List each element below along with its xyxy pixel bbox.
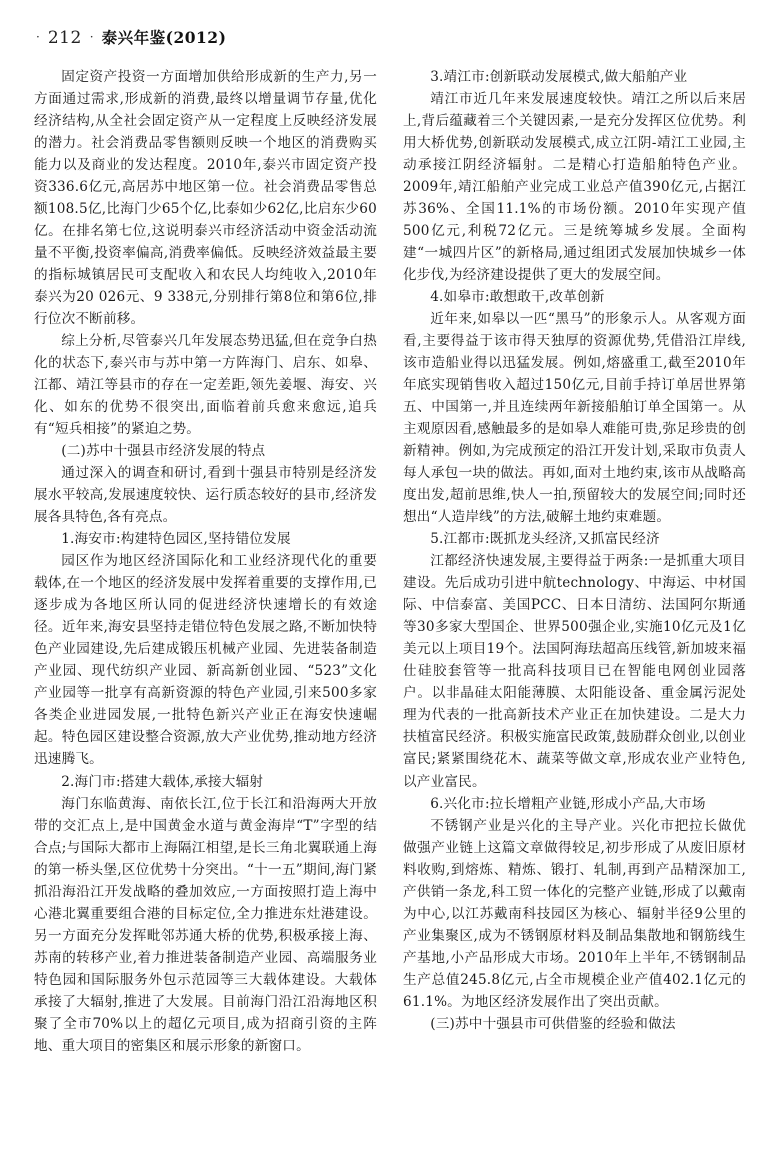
paragraph: 海门东临黄海、南依长江,位于长江和沿海两大开放带的交汇点上,是中国黄金水道与黄金海岸“T”字型的结合点;与国际大都市上海隔江相望,是长三角北翼联通上海的第一桥头堡,区位优势十分突出。“十一五”期间,海门紧抓沿海沿江开发战略的叠加效应,一方面按照打造上海中心港北翼重要组合港的目标定位,全力推进东灶港建设。另一方面充分发挥毗邻苏通大桥的优势,积极承接上海、苏南的转移产业,着力推进装备制造产业园、高端服务业特色园和国际服务外包示范园等三大载体建设。大载体承接了大辐射,推进了大发展。目前海门沿江沿海地区积聚了全市70%以上的超亿元项目,成为招商引资的主阵地、重大项目的密集区和展示形象的新窗口。: [34, 795, 377, 1054]
section-heading: 1.海安市:构建特色园区,坚持错位发展: [61, 531, 291, 548]
right-column: [403, 66, 746, 1126]
paragraph: 综上分析,尽管泰兴几年发展态势迅猛,但在竞争白热化的状态下,泰兴市与苏中第一方阵海门、启东、如皋、江都、靖江等县市的存在一定差距,领先姜堰、海安、兴化、如东的优势不很突出,面临着前兵愈来愈远,追兵有“短兵相接”的紧迫之势。: [34, 333, 377, 438]
page-number: 212: [47, 28, 82, 48]
book-title: 泰兴年鉴(2012): [101, 28, 227, 47]
section-heading: (二)苏中十强县市经济发展的特点: [61, 443, 266, 460]
paragraph: 园区作为地区经济国际化和工业经济现代化的重要载体,在一个地区的经济发展中发挥着重要的支撑作用,已逐步成为各地区所认同的促进经济快速增长的有效途径。近年来,海安县坚持走错位特色发展之路,不断加快特色产业园建设,先后建成锻压机械产业园、先进装备制造产业园、现代纺织产业园、新高新创业园、“523”文化产业园等一批享有高新资源的特色产业园,引来500多家各类企业进园发展,一批特色新兴产业正在海安快速崛起。特色园区建设整合资源,放大产业优势,推动地方经济迅速腾飞。: [34, 553, 377, 768]
header-bullet-right: ·: [89, 30, 94, 44]
paragraph: 通过深入的调查和研讨,看到十强县市特别是经济发展水平较高,发展速度较快、运行质态较好的县市,经济发展各具特色,各有亮点。: [34, 465, 377, 526]
paragraph: 近年来,如皋以一匹“黑马”的形象示人。从客观方面看,主要得益于该市得天独厚的资源优势,凭借沿江岸线,该市造船业得以迅猛发展。例如,熔盛重工,截至2010年年底实现销售收入超过150亿元,目前手持订单居世界第五、中国第一,并且连续两年新接船舶订单全国第一。从主观原因看,感触最多的是如皋人难能可贵,弥足珍贵的创新精神。例如,为完成预定的沿江开发计划,采取市负责人每人承包一块的做法。再如,面对土地约束,该市从战略高度出发,超前思维,快人一拍,预留较大的发展空间;同时还想出“人造岸线”的方法,破解土地约束难题。: [403, 311, 746, 526]
left-column: [34, 66, 377, 1126]
section-heading: 2.海门市:搭建大载体,承接大辐射: [61, 773, 264, 790]
section-heading: (三)苏中十强县市可供借鉴的经验和做法: [430, 1015, 676, 1032]
header-bullet-left: ·: [36, 30, 40, 44]
paragraph: 固定资产投资一方面增加供给形成新的生产力,另一方面通过需求,形成新的消费,最终以增量调节存量,优化经济结构,从全社会固定资产从一定程度上反映经济发展的潜力。社会消费品零售额则反映一个地区的消费购买能力以及商业的发达程度。2010年,泰兴市固定资产投资336.6亿元,高居苏中地区第一位。社会消费品零售总额108.5亿,比海门少65个亿,比泰如少62亿,比启东少60亿。在排名第七位,这说明泰兴市经济活动中资金活动流量不平衡,投资率偏高,消费率偏低。反映经济效益最主要的指标城镇居民可支配收入和农民人均纯收入,2010年泰兴为20 026元、9 338元,分别排行第8位和第6位,排行位次不断前移。: [34, 69, 377, 328]
paragraph: 靖江市近几年来发展速度较快。靖江之所以后来居上,背后蕴藏着三个关键因素,一是充分发挥区位优势。利用大桥优势,创新联动发展模式,成立江阴-靖江工业园,主动承接江阴经济辐射。二是精心打造船舶特色产业。2009年,靖江船舶产业完成工业总产值390亿元,占据江苏36%、全国11.1%的市场份额。2010年实现产值500亿元,利税72亿元。三是统筹城乡发展。全面构建“一城四片区”的新格局,通过组团式发展加快城乡一体化步伐,为经济建设提供了更大的发展空间。: [403, 91, 746, 284]
section-heading: 3.靖江市:创新联动发展模式,做大船舶产业: [430, 69, 688, 85]
page-header: [34, 26, 746, 54]
paragraph: 不锈钢产业是兴化的主导产业。兴化市把拉长做优做强产业链上这篇文章做得较足,初步形成了从废旧原材料收购,到熔炼、精炼、锻打、轧制,再到产品精深加工,产供销一条龙,科工贸一体化的完整产业链,形成了以戴南为中心,以江苏戴南科技园区为核心、辐射半径9公里的产业集聚区,成为不锈钢原材料及制品集散地和钢筋线生产基地,小产品形成大市场。2010年上半年,不锈钢制品生产总值245.8亿元,占全市规模企业产值402.1亿元的61.1%。为地区经济发展作出了突出贡献。: [403, 817, 746, 1010]
section-heading: 5.江都市:既抓龙头经济,又抓富民经济: [430, 531, 660, 548]
body-columns: [34, 66, 746, 1126]
paragraph: 江都经济快速发展,主要得益于两条:一是抓重大项目建设。先后成功引进中航technology、中海运、中材国际、中信泰富、美国PCC、日本日清纺、法国阿尔斯通等30多家大型国企、世界500强企业,实施10亿元及1亿美元以上项目19个。法国阿海珐超高压线管,新加坡来福仕硅胶套管等一批高科技项目已在智能电网创业园落户。以非晶硅太阳能薄膜、太阳能设备、重金属污泥处理为代表的一批高新技术产业正在加快建设。二是大力扶植富民经济。积极实施富民政策,鼓励群众创业,以创业富民;紧紧围绕花木、蔬菜等做文章,形成农业产业特色,以产业富民。: [403, 553, 746, 790]
section-heading: 6.兴化市:拉长增粗产业链,形成小产品,大市场: [430, 795, 706, 812]
section-heading: 4.如皋市:敢想敢干,改革创新: [430, 289, 605, 306]
